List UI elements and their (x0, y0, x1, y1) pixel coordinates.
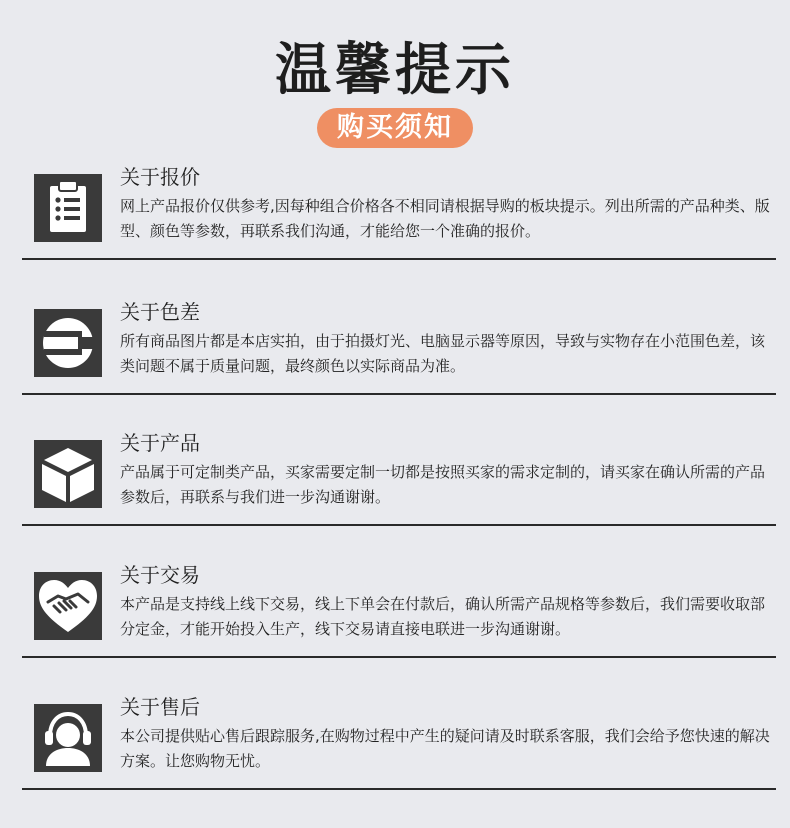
section-title: 关于售后 (120, 695, 200, 719)
section-divider (22, 393, 776, 395)
purchase-notice-badge: 购买须知 (317, 108, 473, 148)
section-title: 关于交易 (120, 563, 200, 587)
section-text: 产品属于可定制类产品，买家需要定制一切都是按照买家的需求定制的，请买家在确认所需的产品参数后，再联系与我们进一步沟通谢谢。 (120, 463, 766, 506)
page-title: 温馨提示 (275, 38, 515, 103)
section-text: 本产品是支持线上线下交易，线上下单会在付款后，确认所需产品规格等参数后，我们需要收取部分定金，才能开始投入生产，线下交易请直接电联进一步沟通谢谢。 (120, 595, 766, 638)
section-text: 网上产品报价仅供参考,因每种组合价格各不相同请根据导购的板块提示。列出所需的产品种类、版型、颜色等参数，再联系我们沟通，才能给您一个准确的报价。 (120, 197, 770, 240)
section-title: 关于色差 (120, 300, 200, 324)
section-title: 关于产品 (120, 431, 200, 455)
section-color-difference (22, 300, 776, 401)
section-divider (22, 656, 776, 658)
section-pricing (22, 165, 776, 266)
clipboard-list-icon (34, 174, 102, 242)
section-divider (22, 788, 776, 790)
section-divider (22, 258, 776, 260)
section-after-sales (22, 695, 776, 796)
cube-icon (34, 440, 102, 508)
section-title: 关于报价 (120, 165, 200, 189)
section-divider (22, 524, 776, 526)
color-swatch-icon (34, 309, 102, 377)
headset-user-icon (34, 704, 102, 772)
handshake-heart-icon (34, 572, 102, 640)
section-product (22, 431, 776, 532)
section-transaction (22, 563, 776, 664)
section-text: 所有商品图片都是本店实拍，由于拍摄灯光、电脑显示器等原因，导致与实物存在小范围色差，该类问题不属于质量问题，最终颜色以实际商品为准。 (120, 332, 766, 375)
section-text: 本公司提供贴心售后跟踪服务,在购物过程中产生的疑问请及时联系客服，我们会给予您快速的解决方案。让您购物无忧。 (120, 727, 770, 770)
badge-wrapper (0, 108, 790, 148)
